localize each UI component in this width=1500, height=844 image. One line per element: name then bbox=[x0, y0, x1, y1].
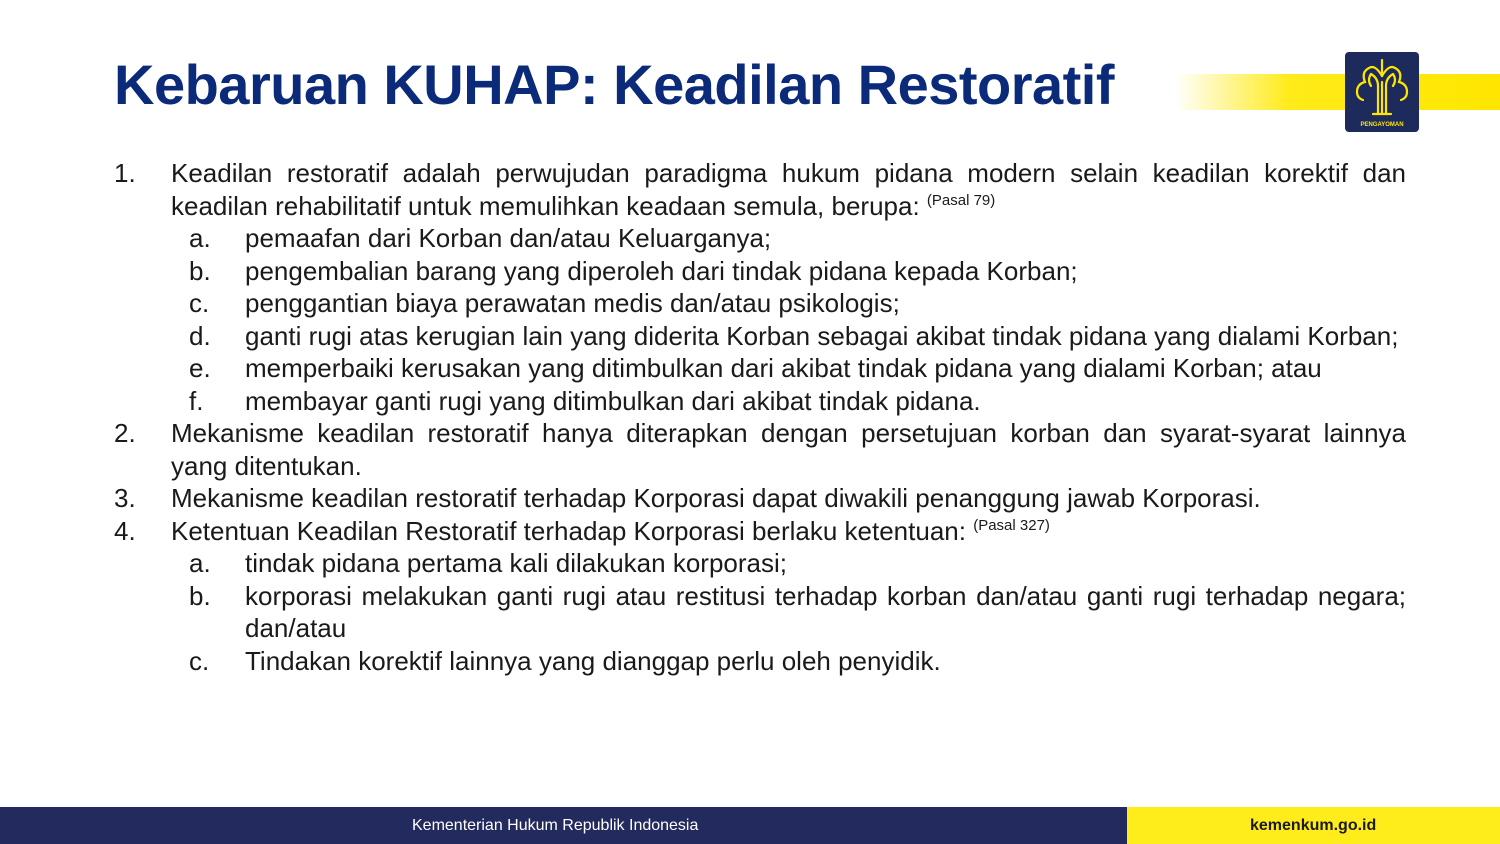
header-accent-band bbox=[1175, 74, 1500, 110]
item-text: Mekanisme keadilan restoratif terhadap Korporasi dapat diwakili penanggung jawab Korporasi. bbox=[171, 483, 1261, 513]
sub-list-item bbox=[114, 287, 1406, 320]
logo-caption: PENGAYOMAN bbox=[1360, 122, 1404, 128]
sub-item-text: pemaafan dari Korban dan/atau Keluarganya; bbox=[245, 223, 772, 253]
sub-item-letter: f. bbox=[189, 385, 204, 416]
item-text: Ketentuan Keadilan Restoratif terhadap Korporasi berlaku ketentuan: bbox=[171, 515, 974, 546]
sub-item-text: pengembalian barang yang diperoleh dari tindak pidana kepada Korban; bbox=[245, 255, 1078, 286]
sub-list-item bbox=[114, 580, 1406, 645]
footer-ministry-name: Kementerian Hukum Republik Indonesia bbox=[412, 817, 699, 834]
sub-list-item bbox=[114, 320, 1406, 353]
sub-list-item bbox=[114, 645, 1406, 678]
sub-item-letter: a. bbox=[189, 223, 211, 253]
footer-website-panel bbox=[1127, 807, 1500, 844]
article-reference: (Pasal 79) bbox=[926, 191, 996, 209]
sub-item-letter: c. bbox=[189, 288, 210, 318]
sub-item-letter: b. bbox=[189, 580, 211, 611]
footer-website-link[interactable]: kemenkum.go.id bbox=[1250, 817, 1377, 834]
slide-title: Kebaruan KUHAP: Keadilan Restoratif bbox=[114, 53, 1115, 116]
sub-item-text: membayar ganti rugi yang ditimbulkan dari akibat tindak pidana. bbox=[245, 385, 981, 416]
sub-item-letter: b. bbox=[189, 255, 211, 286]
list-item bbox=[114, 515, 1406, 548]
article-reference: (Pasal 327) bbox=[973, 516, 1050, 534]
sub-item-text: tindak pidana pertama kali dilakukan korporasi; bbox=[245, 548, 787, 578]
sub-list-item bbox=[114, 352, 1406, 385]
item-number: 3. bbox=[114, 483, 136, 513]
sub-list-item bbox=[114, 385, 1406, 418]
sub-item-letter: a. bbox=[189, 548, 211, 578]
sub-item-text: ganti rugi atas kerugian lain yang diderita Korban sebagai akibat tindak pidana yang dialami Korban; bbox=[245, 320, 1399, 351]
sub-list-item bbox=[114, 547, 1406, 580]
ministry-logo bbox=[1345, 52, 1419, 132]
sub-item-text: korporasi melakukan ganti rugi atau restitusi terhadap korban dan/atau ganti rugi terhadap negara; dan/atau bbox=[245, 580, 1406, 643]
item-number: 1. bbox=[114, 158, 136, 188]
list-item bbox=[114, 417, 1406, 482]
sub-item-text: Tindakan korektif lainnya yang dianggap perlu oleh penyidik. bbox=[245, 645, 941, 676]
sub-item-letter: d. bbox=[189, 320, 211, 351]
sub-item-letter: e. bbox=[189, 353, 211, 383]
restorative-justice-list bbox=[114, 157, 1406, 677]
sub-list-item bbox=[114, 255, 1406, 288]
sub-item-letter: c. bbox=[189, 645, 210, 676]
item-text: Keadilan restoratif adalah perwujudan paradigma hukum pidana modern selain keadilan korektif dan keadilan rehabilitatif untuk memulihkan keadaan semula, berupa: bbox=[171, 158, 1406, 221]
sub-item-text: penggantian biaya perawatan medis dan/atau psikologis; bbox=[245, 288, 900, 318]
item-number: 2. bbox=[114, 418, 136, 448]
list-item bbox=[114, 157, 1406, 222]
sub-item-text: memperbaiki kerusakan yang ditimbulkan dari akibat tindak pidana yang dialami Korban; atau bbox=[245, 353, 1322, 383]
footer-bar bbox=[0, 807, 1500, 844]
item-number: 4. bbox=[114, 515, 136, 546]
sub-list-item bbox=[114, 222, 1406, 255]
item-text: Mekanisme keadilan restoratif hanya diterapkan dengan persetujuan korban dan syarat-syarat lainnya yang ditentukan. bbox=[171, 418, 1406, 481]
pengayoman-tree-icon bbox=[1345, 52, 1419, 132]
list-item bbox=[114, 482, 1406, 515]
